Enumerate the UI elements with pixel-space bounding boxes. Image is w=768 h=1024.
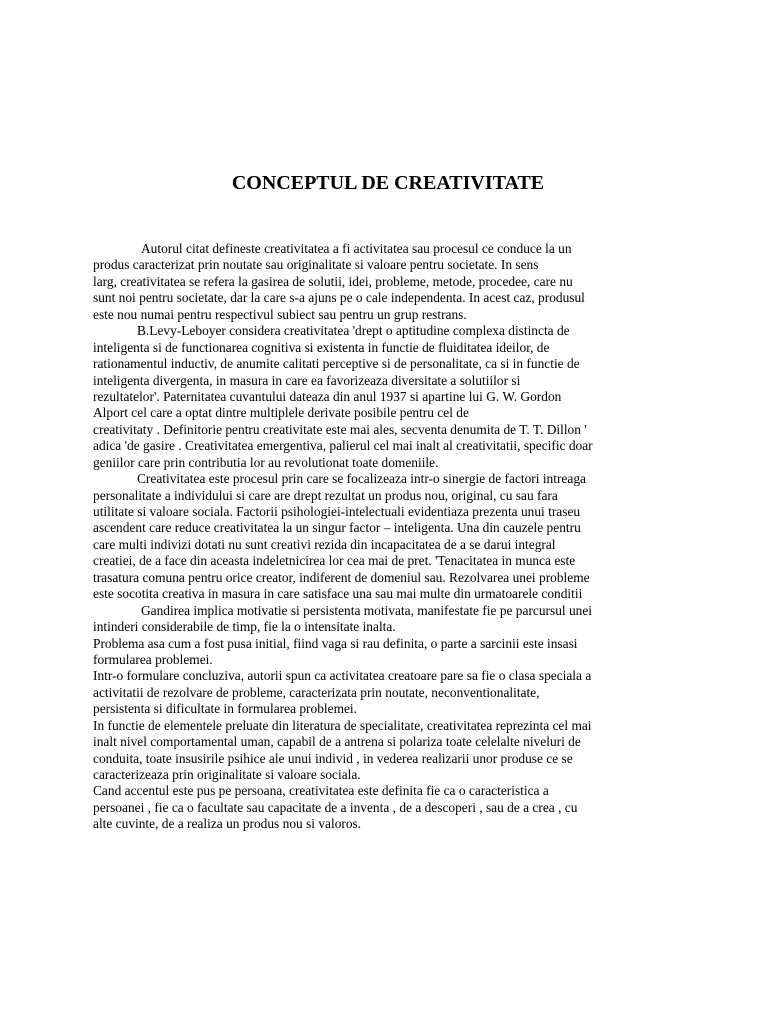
text-line: inteligenta si de functionarea cognitiva si existenta in functie de fluiditatea ideilor, de — [93, 339, 550, 355]
text-line: alte cuvinte, de a realiza un produs nou si valoros. — [93, 816, 362, 832]
text-line: Intr-o formulare concluziva, autorii spun ca activitatea creatoare pare sa fie o clasa speciala a — [93, 668, 592, 684]
text-line: inalt nivel comportamental uman, capabil de a antrena si polariza toate celelalte niveluri de — [93, 734, 581, 750]
text-line: este nou numai pentru respectivul subiect sau pentru un grup restrans. — [93, 306, 467, 322]
text-line: ascendent care reduce creativitatea la un singur factor – inteligenta. Una din cauzele pentru — [93, 520, 581, 536]
text-line: care multi indivizi dotati nu sunt creativi rezida din incapacitatea de a se darui integral — [93, 536, 556, 552]
text-line: In functie de elementele preluate din literatura de specialitate, creativitatea reprezinta cel mai — [93, 717, 592, 733]
text-line: Gandirea implica motivatie si persistenta motivata, manifestate fie pe parcursul unei — [141, 602, 593, 618]
text-line: Problema asa cum a fost pusa initial, fiind vaga si rau definita, o parte a sarcinii este insasi — [93, 635, 578, 651]
text-line: activitatii de rezolvare de probleme, caracterizata prin noutate, neconventionalitate, — [93, 684, 540, 700]
text-line: persistenta si dificultate in formularea problemei. — [93, 701, 358, 717]
text-line: Autorul citat defineste creativitatea a fi activitatea sau procesul ce conduce la un — [141, 241, 572, 256]
text-line: inteligenta divergenta, in masura in care ea favorizeaza diversitate a solutiilor si — [93, 372, 521, 388]
text-line: rezultatelor'. Paternitatea cuvantului dateaza din anul 1937 si apartine lui G. W. Gordon — [93, 388, 562, 404]
text-line: produs caracterizat prin noutate sau originalitate si valoare pentru societate. In sens — [93, 257, 539, 273]
text-line: Alport cel care a optat dintre multiplele derivate posibile pentru cel de — [93, 405, 469, 421]
text-line: caracterizeaza prin originalitate si valoare sociala. — [93, 767, 361, 782]
text-line: larg, creativitatea se refera la gasirea de solutii, idei, probleme, metode, procedee, care nu — [93, 273, 573, 289]
text-line: Cand accentul este pus pe persoana, creativitatea este definita fie ca o caracteristica a — [93, 783, 549, 799]
text-line: sunt noi pentru societate, dar la care s-a ajuns pe o cale independenta. In acest caz, produsul — [93, 290, 585, 306]
page-title: CONCEPTUL DE CREATIVITATE — [231, 172, 545, 194]
text-line: intinderi considerabile de timp, fie la o intensitate inalta. — [93, 619, 396, 635]
text-line: trasatura comuna pentru orice creator, indiferent de domeniul sau. Rezolvarea unei probleme — [93, 569, 590, 585]
text-line: conduita, toate insusirile psihice ale unui individ , in vederea realizarii unor produse ce se — [93, 750, 573, 766]
text-line: geniilor care prin contributia lor au revolutionat toate domeniile. — [93, 454, 439, 470]
document-page — [93, 0, 683, 1024]
text-line: rationamentul inductiv, de anumite calitati perceptive si de personalitate, ca si in functie de — [93, 356, 580, 372]
text-line: creativitaty . Definitorie pentru creativitate este mai ales, secventa denumita de T. T. Dillon ' — [93, 421, 587, 437]
document-body — [93, 241, 683, 833]
text-line: formularea problemei. — [93, 651, 213, 667]
text-line: este socotita creativa in masura in care satisface una sau mai multe din urmatoarele conditii — [93, 586, 583, 602]
text-line: persoanei , fie ca o facultate sau capacitate de a inventa , de a descoperi , sau de a crea , cu — [93, 799, 578, 815]
text-line: utilitate si valoare sociala. Factorii psihologiei-intelectuali evidentiaza prezenta unui traseu — [93, 504, 581, 519]
text-line: creatiei, de a face din aceasta indeletnicirea lor cea mai de pret. 'Tenacitatea in munca este — [93, 553, 576, 569]
text-line: adica 'de gasire . Creativitatea emergentiva, palierul cel mai inalt al creativitatii, specific doar — [93, 438, 593, 454]
text-line: personalitate a individului si care are drept rezultat un produs nou, original, cu sau fara — [93, 487, 558, 503]
text-line: Creativitatea este procesul prin care se focalizeaza intr-o sinergie de factori intreaga — [137, 471, 586, 487]
text-line: B.Levy-Leboyer considera creativitatea 'drept o aptitudine complexa distincta de — [137, 323, 570, 339]
